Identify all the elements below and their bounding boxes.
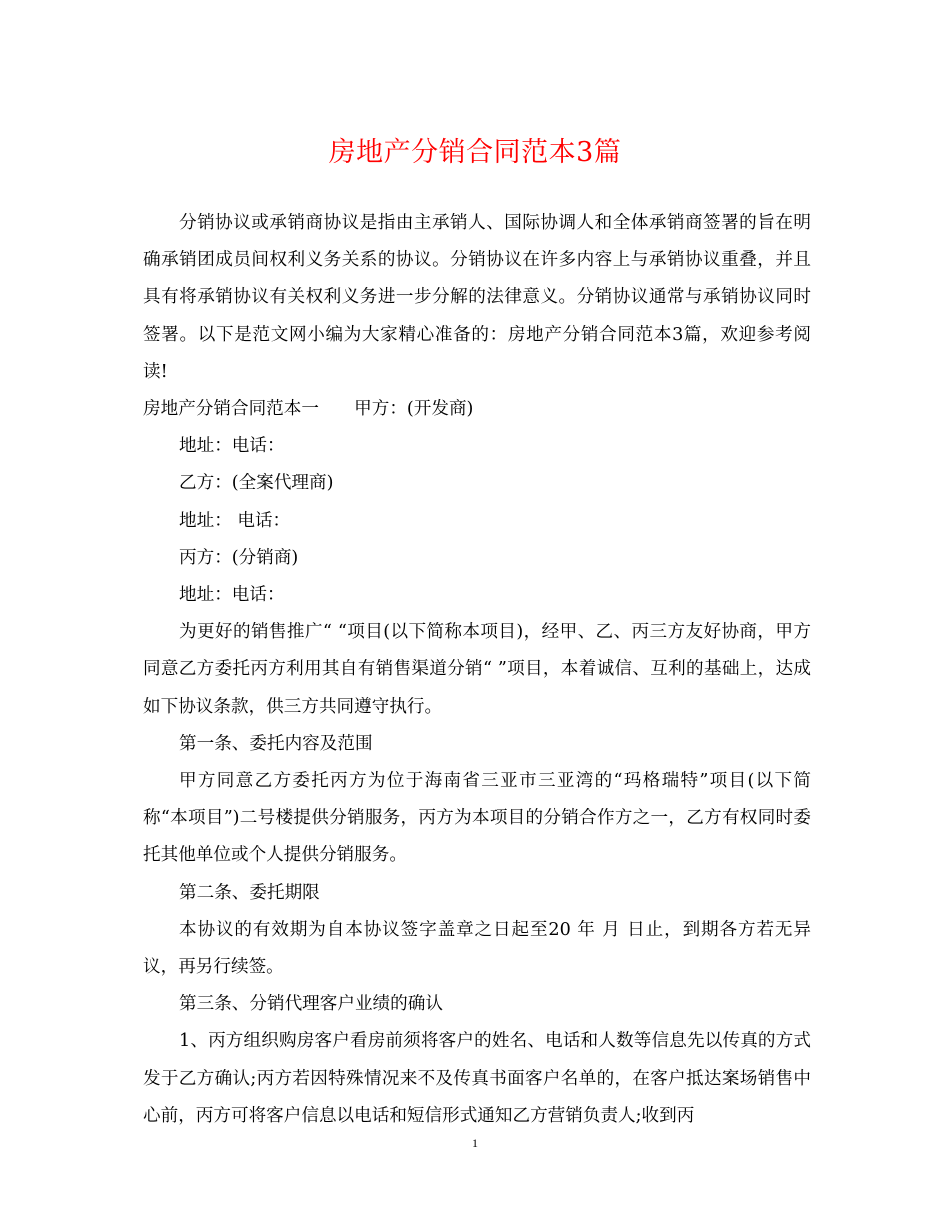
party-a-address-line: 地址：电话： (179, 436, 285, 457)
article-2-body: 本协议的有效期为自本协议签字盖章之日起至20 年 月 日止，到期各方若无异议，再另行续签。 (143, 919, 811, 978)
document-body (143, 205, 811, 1135)
article-3-heading: 第三条、分销代理客户业绩的确认 (179, 994, 443, 1015)
intro-paragraph: 分销协议或承销商协议是指由主承销人、国际协调人和全体承销商签署的旨在明确承销团成员间权利义务关系的协议。分销协议在许多内容上与承销协议重叠，并且具有将承销协议有关权利义务进一步分解的法律意义。分销协议通常与承销协议同时签署。以下是范文网小编为大家精心准备的：房地产分销合同范本3篇，欢迎参考阅读! (143, 213, 811, 382)
party-b-line: 乙方：(全案代理商) (179, 473, 334, 494)
article-1-body: 甲方同意乙方委托丙方为位于海南省三亚市三亚湾的“玛格瑞特”项目(以下简称“本项目”)二号楼提供分销服务，丙方为本项目的分销合作方之一，乙方有权同时委托其他单位或个人提供分销服务。 (143, 771, 811, 866)
page-number: 1 (472, 1136, 478, 1150)
document-title: 房地产分销合同范本3篇 (328, 137, 622, 168)
preamble-paragraph: 为更好的销售推广“ “项目(以下简称本项目)，经甲、乙、丙三方友好协商，甲方同意乙方委托丙方利用其自有销售渠道分销“ ”项目，本着诚信、互利的基础上，达成如下协议条款，供三方共同遵守执行。 (143, 622, 811, 717)
article-3-clause-1: 1、丙方组织购房客户看房前须将客户的姓名、电话和人数等信息先以传真的方式发于乙方确认;丙方若因特殊情况来不及传真书面客户名单的，在客户抵达案场销售中心前，丙方可将客户信息以电话和短信形式通知乙方营销负责人;收到丙 (143, 1031, 811, 1126)
party-c-address-line: 地址：电话： (179, 585, 285, 606)
party-b-address-line: 地址： 电话： (179, 510, 291, 531)
article-1-heading: 第一条、委托内容及范围 (179, 733, 373, 754)
contract-heading-party-a: 房地产分销合同范本一 甲方：(开发商) (143, 399, 474, 420)
article-2-heading: 第二条、委托期限 (179, 882, 320, 903)
party-c-line: 丙方：(分销商) (179, 547, 299, 568)
